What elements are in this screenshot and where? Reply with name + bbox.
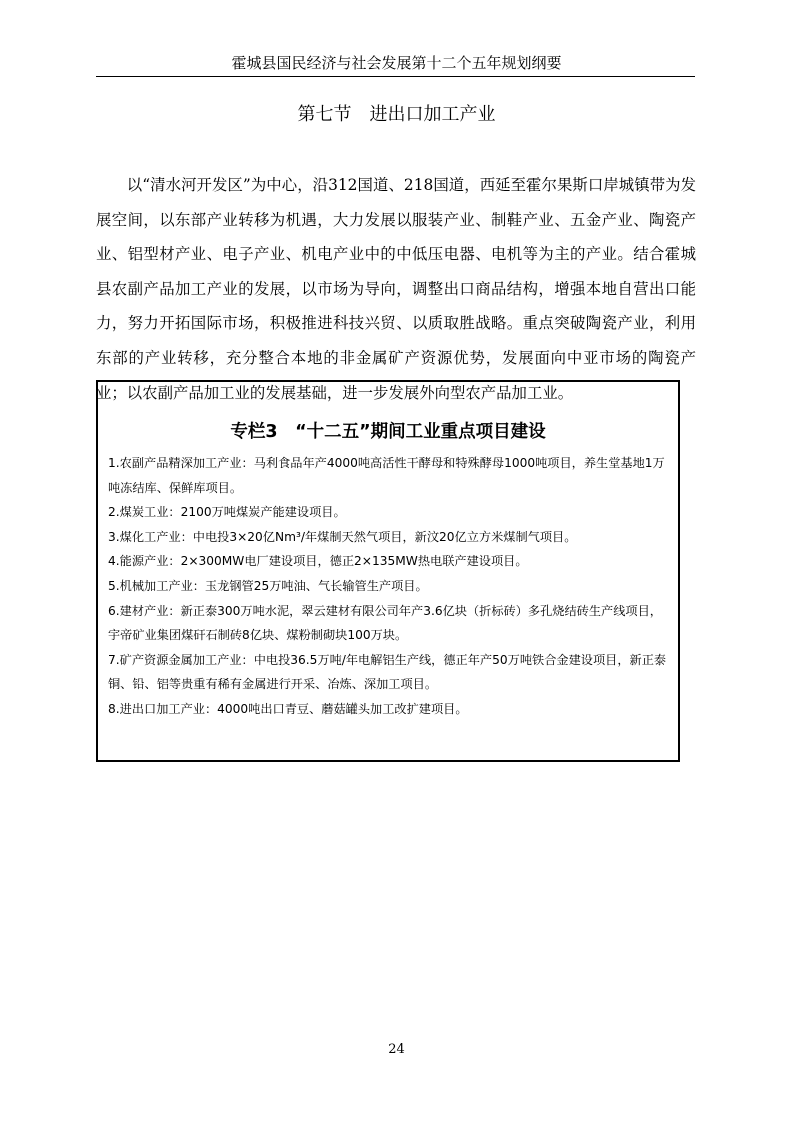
body-paragraph: 以“清水河开发区”为中心，沿312国道、218国道，西延至霍尔果斯口岸城镇带为发展空间，以东部产业转移为机遇，大力发展以服装产业、制鞋产业、五金产业、陶瓷产业、铝型材产业、电子产业、机电产业中的中低压电器、电机等为主的产业。结合霍城县农副产品加工产业的发展，以市场为导向，调整出口商品结构，增强本地自营出口能力，努力开拓国际市场，积极推进科技兴贸、以质取胜战略。重点突破陶瓷产业，利用东部的产业转移，充分整合本地的非金属矿产资源优势，发展面向中亚市场的陶瓷产业；以农副产品加工业的发展基础，进一步发展外向型农产品加工业。 — [96, 176, 696, 402]
document-header-title: 霍城县国民经济与社会发展第十二个五年规划纲要 — [231, 54, 562, 72]
feature-box — [96, 380, 680, 762]
section-title: 第七节 进出口加工产业 — [297, 104, 496, 125]
header-divider — [96, 76, 695, 77]
page-number: 24 — [388, 1042, 405, 1057]
list-item: 6.建材产业：新正泰300万吨水泥，翠云建材有限公司年产3.6亿块（折标砖）多孔烧结砖生产线项目，宇帝矿业集团煤矸石制砖8亿块、煤粉制砌块100万块。 — [108, 603, 662, 643]
list-item: 8.进出口加工产业：4000吨出口青豆、蘑菇罐头加工改扩建项目。 — [108, 701, 468, 716]
list-item: 7.矿产资源金属加工产业：中电投36.5万吨/年电解铝生产线，德正年产50万吨铁合金建设项目，新正泰铜、铅、铝等贵重有稀有金属进行开采、冶炼、深加工项目。 — [108, 652, 667, 692]
feature-box-title: 专栏3 “十二五”期间工业重点项目建设 — [230, 422, 546, 442]
list-item: 1.农副产品精深加工产业：马利食品年产4000吨高活性干酵母和特殊酵母1000吨项目，养生堂基地1万吨冻结库、保鲜库项目。 — [108, 456, 665, 495]
feature-box-list — [108, 451, 671, 722]
list-item: 5.机械加工产业：玉龙钢管25万吨油、气长输管生产项目。 — [108, 578, 428, 593]
list-item: 3.煤化工产业：中电投3×20亿Nm³/年煤制天然气项目，新汶20亿立方米煤制气项目。 — [108, 529, 577, 544]
list-item: 2.煤炭工业：2100万吨煤炭产能建设项目。 — [108, 505, 346, 520]
list-item: 4.能源产业：2×300MW电厂建设项目，德正2×135MW热电联产建设项目。 — [108, 554, 528, 569]
